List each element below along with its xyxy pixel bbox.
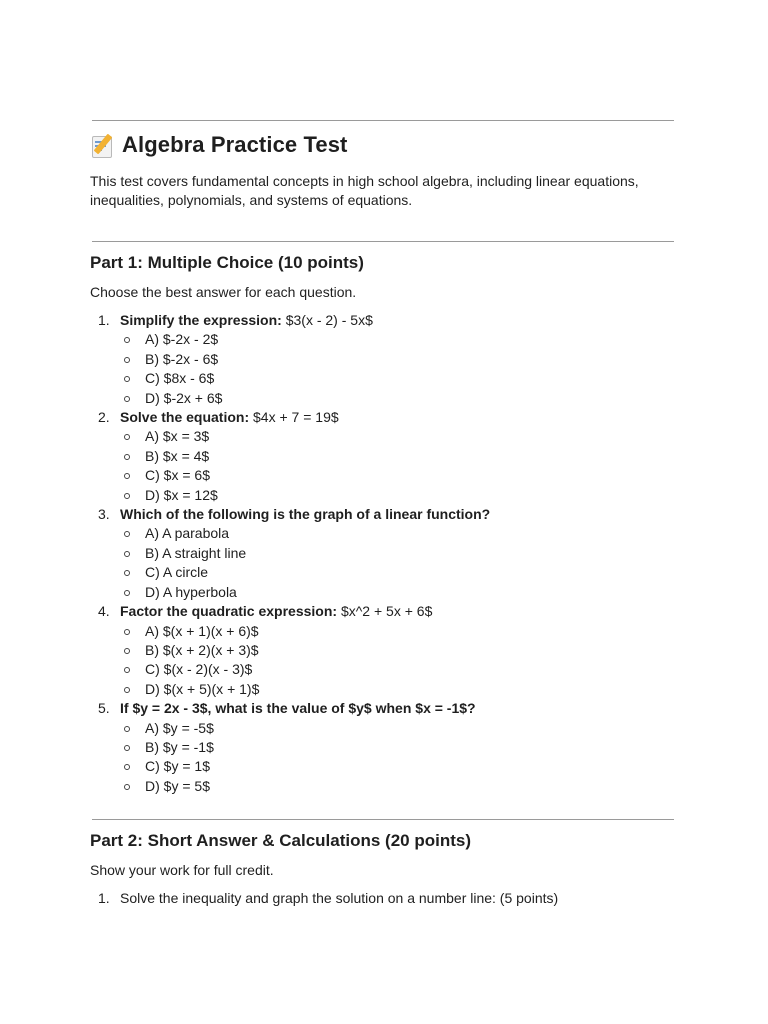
question-number: 5.: [98, 700, 110, 717]
circle-bullet-icon: [124, 648, 130, 654]
circle-bullet-icon: [124, 745, 130, 751]
question-expression: $4x + 7 = 19$: [249, 409, 339, 426]
question-expression: $x^2 + 5x + 6$: [337, 603, 433, 620]
answer-options: [120, 622, 674, 700]
part1-question-list: [90, 311, 674, 796]
answer-option: B) $y = -1$: [120, 738, 674, 757]
part2-heading: Part 2: Short Answer & Calculations (20 points): [90, 831, 471, 850]
question-number: 1.: [98, 890, 110, 906]
question-number: 4.: [98, 603, 110, 620]
answer-option: A) $-2x - 2$: [120, 330, 674, 349]
answer-options: [120, 427, 674, 505]
circle-bullet-icon: [124, 667, 130, 673]
question-item: [90, 408, 674, 505]
question-expression: $3(x - 2) - 5x$: [281, 312, 373, 328]
page-title: Algebra Practice Test: [122, 132, 348, 157]
circle-bullet-icon: [124, 590, 130, 596]
circle-bullet-icon: [124, 629, 130, 635]
memo-icon: [90, 132, 116, 158]
circle-bullet-icon: [124, 551, 130, 557]
circle-bullet-icon: [124, 454, 130, 460]
question-item: [90, 505, 674, 602]
answer-option: D) $y = 5$: [120, 777, 674, 796]
question-prompt: Factor the quadratic expression:: [120, 603, 338, 620]
answer-options: [120, 524, 674, 602]
top-divider: [92, 120, 674, 121]
answer-options: [120, 719, 674, 797]
part2-instructions: Show your work for full credit.: [90, 862, 274, 878]
circle-bullet-icon: [124, 376, 130, 382]
answer-option: A) A parabola: [120, 524, 674, 543]
section-divider-1: [92, 241, 674, 242]
title-row: [90, 132, 347, 158]
question-prompt: Simplify the expression:: [120, 312, 282, 328]
circle-bullet-icon: [124, 434, 130, 440]
question-number: 1.: [98, 312, 110, 328]
question-text: Solve the inequality and graph the solution on a number line: (5 points): [120, 890, 559, 906]
circle-bullet-icon: [124, 493, 130, 499]
question-item: [90, 602, 674, 699]
answer-option: C) $(x - 2)(x - 3)$: [120, 660, 674, 679]
answer-option: D) $x = 12$: [120, 486, 674, 505]
part2-question-list: [90, 889, 674, 908]
question-item: [90, 311, 674, 408]
question-item: [90, 889, 674, 908]
circle-bullet-icon: [124, 531, 130, 537]
question-prompt: Solve the equation:: [120, 409, 250, 426]
answer-option: B) $x = 4$: [120, 447, 674, 466]
question-prompt: If $y = 2x - 3$, what is the value of $y$ when $x = -1$?: [120, 700, 476, 717]
circle-bullet-icon: [124, 687, 130, 693]
circle-bullet-icon: [124, 337, 130, 343]
answer-option: B) A straight line: [120, 544, 674, 563]
intro-paragraph: This test covers fundamental concepts in high school algebra, including linear equations, inequalities, polynomials, and systems of equations.: [90, 173, 639, 208]
question-number: 2.: [98, 409, 110, 426]
answer-option: B) $(x + 2)(x + 3)$: [120, 641, 674, 660]
answer-options: [120, 330, 674, 408]
answer-option: D) $-2x + 6$: [120, 389, 674, 408]
circle-bullet-icon: [124, 357, 130, 363]
question-item: [90, 699, 674, 796]
answer-option: A) $y = -5$: [120, 719, 674, 738]
circle-bullet-icon: [124, 764, 130, 770]
answer-option: C) $x = 6$: [120, 466, 674, 485]
circle-bullet-icon: [124, 396, 130, 402]
section-divider-2: [92, 819, 674, 820]
question-number: 3.: [98, 506, 110, 523]
answer-option: C) A circle: [120, 563, 674, 582]
answer-option: C) $y = 1$: [120, 757, 674, 776]
circle-bullet-icon: [124, 570, 130, 576]
circle-bullet-icon: [124, 726, 130, 732]
answer-option: C) $8x - 6$: [120, 369, 674, 388]
part1-instructions: Choose the best answer for each question.: [90, 284, 357, 300]
answer-option: A) $(x + 1)(x + 6)$: [120, 622, 674, 641]
answer-option: D) $(x + 5)(x + 1)$: [120, 680, 674, 699]
part1-heading: Part 1: Multiple Choice (10 points): [90, 253, 364, 272]
circle-bullet-icon: [124, 784, 130, 790]
circle-bullet-icon: [124, 473, 130, 479]
answer-option: A) $x = 3$: [120, 427, 674, 446]
question-prompt: Which of the following is the graph of a linear function?: [120, 506, 491, 523]
answer-option: B) $-2x - 6$: [120, 350, 674, 369]
answer-option: D) A hyperbola: [120, 583, 674, 602]
